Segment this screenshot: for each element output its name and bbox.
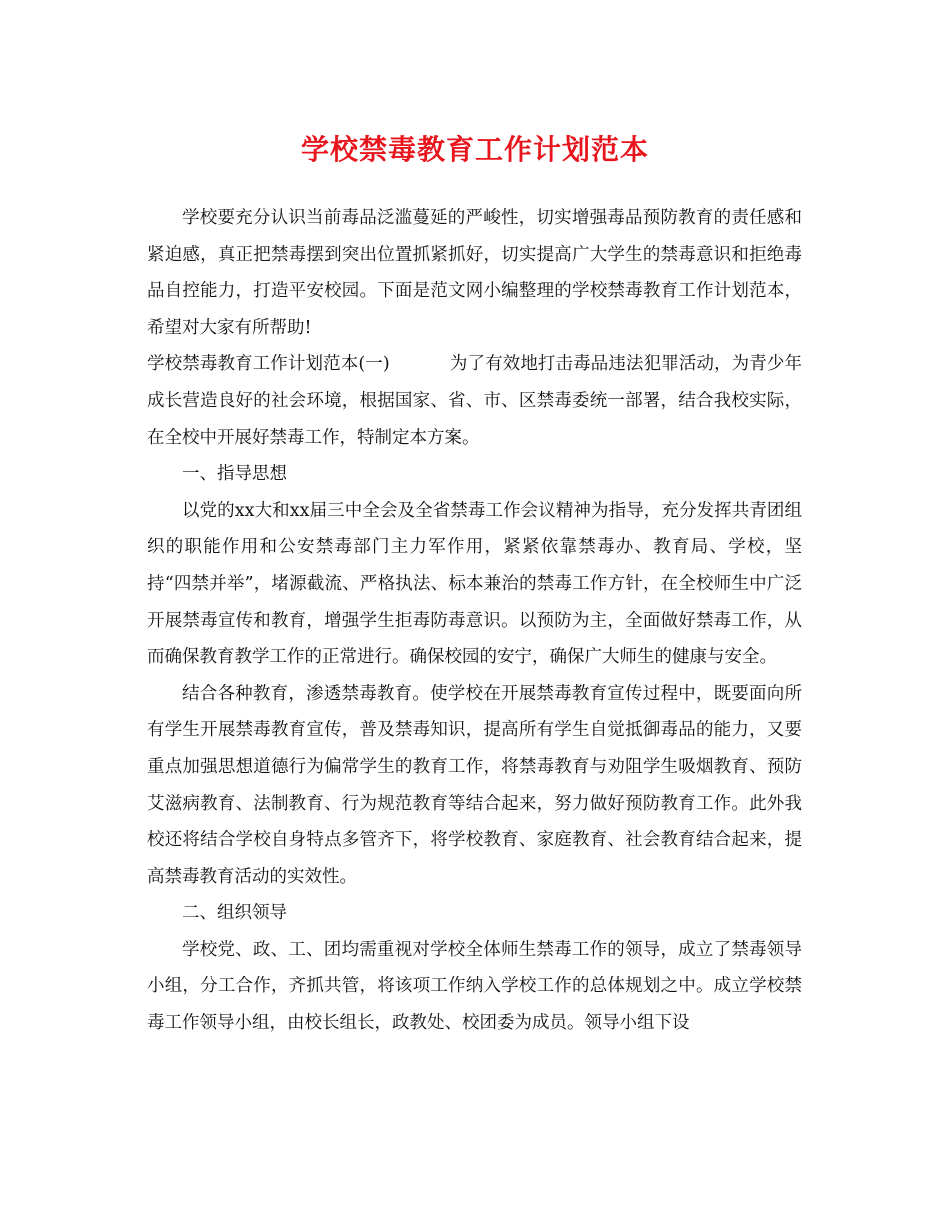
document-body <box>147 200 802 1042</box>
plan-subtitle: 学校禁毒教育工作计划范本(一) <box>147 354 390 375</box>
guiding-paragraph: 以党的xx大和xx届三中全会及全省禁毒工作会议精神为指导，充分发挥共青团组织的职能作用和公安禁毒部门主力军作用，紧紧依靠禁毒办、教育局、学校，坚持“四禁并举”，堵源截流、严格执法、标本兼治的禁毒工作方针，在全校师生中广泛开展禁毒宣传和教育，增强学生拒毒防毒意识。以预防为主，全面做好禁毒工作，从而确保教育教学工作的正常进行。确保校园的安宁，确保广大师生的健康与安全。 <box>147 500 802 668</box>
intro-paragraph: 学校要充分认识当前毒品泛滥蔓延的严峻性，切实增强毒品预防教育的责任感和紧迫感，真正把禁毒摆到突出位置抓紧抓好，切实提高广大学生的禁毒意识和拒绝毒品自控能力，打造平安校园。下面是范文网小编整理的学校禁毒教育工作计划范本，希望对大家有所帮助! <box>147 208 802 338</box>
purpose-text: 为了有效地打击毒品违法犯罪活动，为青少年成长营造良好的社会环境，根据国家、省、市、区禁毒委统一部署，结合我校实际，在全校中开展好禁毒工作，特制定本方案。 <box>147 354 803 448</box>
combine-paragraph: 结合各种教育，渗透禁毒教育。使学校在开展禁毒教育宣传过程中，既要面向所有学生开展禁毒教育宣传，普及禁毒知识，提高所有学生自觉抵御毒品的能力，又要重点加强思想道德行为偏常学生的教育工作，将禁毒教育与劝阻学生吸烟教育、预防艾滋病教育、法制教育、行为规范教育等结合起来，努力做好预防教育工作。此外我校还将结合学校自身特点多管齐下，将学校教育、家庭教育、社会教育结合起来，提高禁毒教育活动的实效性。 <box>147 683 802 887</box>
document-title: 学校禁毒教育工作计划范本 <box>300 133 649 166</box>
section-heading-guiding: 一、指导思想 <box>182 464 287 485</box>
subtitle-paragraph <box>147 346 802 456</box>
leadership-paragraph: 学校党、政、工、团均需重视对学校全体师生禁毒工作的领导，成立了禁毒领导小组，分工合作，齐抓共管，将该项工作纳入学校工作的总体规划之中。成立学校禁毒工作领导小组，由校长组长，政教处、校团委为成员。领导小组下设 <box>147 939 802 1034</box>
section-heading-leadership: 二、组织领导 <box>182 903 287 924</box>
